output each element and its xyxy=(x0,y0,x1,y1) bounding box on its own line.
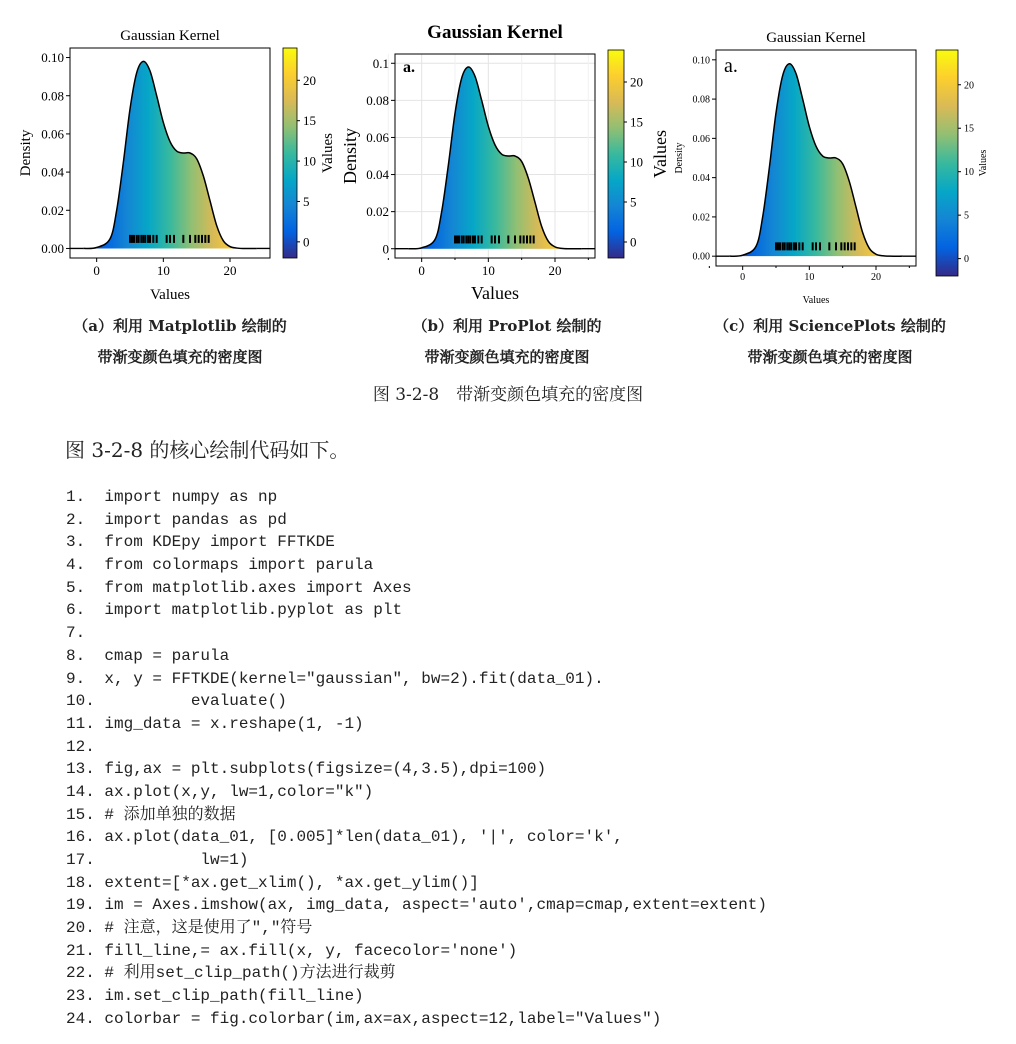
y-tick-label: 0.06 xyxy=(366,130,389,146)
colorbar-tick-label: 20 xyxy=(630,74,643,90)
code-line: 18. extent=[*ax.get_xlim(), *ax.get_ylim()] xyxy=(66,873,479,892)
y-tick-label: 0.02 xyxy=(41,202,64,218)
code-line: 23. im.set_clip_path(fill_line) xyxy=(66,987,364,1006)
colorbar-tick-label: 15 xyxy=(964,123,974,135)
x-axis-label: Values xyxy=(150,287,190,303)
x-tick-label: 0 xyxy=(418,263,425,278)
colorbar xyxy=(283,48,297,258)
subcaption-a xyxy=(10,311,350,373)
density-area xyxy=(83,61,256,248)
y-tick-label: 0.04 xyxy=(366,167,389,183)
colorbar-tick-label: 0 xyxy=(630,234,637,250)
density-area xyxy=(729,64,902,257)
y-tick-label: 0.08 xyxy=(366,92,389,108)
y-tick-label: 0 xyxy=(382,241,389,257)
colorbar-tick-label: 10 xyxy=(303,153,316,169)
x-axis-label: Values xyxy=(471,283,519,303)
code-line: 13. fig,ax = plt.subplots(figsize=(4,3.5),dpi=100) xyxy=(66,760,547,779)
chart-b-proplot xyxy=(338,10,678,310)
y-tick-label: 0.04 xyxy=(692,173,710,185)
code-line: 10. evaluate() xyxy=(66,692,287,711)
chart-title: Gaussian Kernel xyxy=(766,30,866,46)
code-line: 7. xyxy=(66,624,86,643)
chart-title: Gaussian Kernel xyxy=(427,22,563,43)
x-axis-label: Values xyxy=(802,295,830,306)
subcaption-c xyxy=(660,311,1000,373)
subcaption-a-line2: 带渐变颜色填充的密度图 xyxy=(97,348,263,366)
subcaption-c-line2: 带渐变颜色填充的密度图 xyxy=(747,348,913,366)
y-tick-label: 0.08 xyxy=(41,88,64,104)
x-tick-label: 0 xyxy=(93,263,100,278)
colorbar xyxy=(936,50,958,276)
y-tick-label: 0.06 xyxy=(692,133,710,145)
colorbar-label: Values xyxy=(320,133,336,173)
code-line: 5. from matplotlib.axes import Axes xyxy=(66,578,412,597)
x-tick-label: 20 xyxy=(548,263,562,278)
colorbar-label: Values xyxy=(978,149,989,177)
colorbar-tick-label: 20 xyxy=(964,80,974,92)
code-line: 8. cmap = parula xyxy=(66,646,230,665)
code-line: 4. from colormaps import parula xyxy=(66,556,374,575)
code-line: 1. import numpy as np xyxy=(66,488,278,506)
colorbar-tick-label: 5 xyxy=(964,210,969,222)
y-axis-label: Density xyxy=(340,128,360,184)
colorbar-tick-label: 0 xyxy=(303,234,310,250)
code-line: 9. x, y = FFTKDE(kernel="gaussian", bw=2).fit(data_01). xyxy=(66,669,604,688)
y-tick-label: 0.02 xyxy=(366,204,389,220)
subcaption-b-line2: 带渐变颜色填充的密度图 xyxy=(424,348,590,366)
chart-a-matplotlib xyxy=(0,10,340,310)
colorbar-tick-label: 5 xyxy=(630,194,637,210)
code-line: 12. xyxy=(66,737,95,756)
subcaption-a-line1: （a）利用 Matplotlib 绘制的 xyxy=(73,317,287,335)
colorbar-tick-label: 15 xyxy=(630,114,643,130)
x-tick-label: 20 xyxy=(223,263,237,278)
code-line: 2. import pandas as pd xyxy=(66,510,287,529)
y-tick-label: 0.02 xyxy=(692,212,710,224)
code-block xyxy=(66,486,767,1031)
figure-caption: 图 3-2-8 带渐变颜色填充的密度图 xyxy=(372,385,644,405)
chart-title: Gaussian Kernel xyxy=(120,28,220,44)
code-line: 6. import matplotlib.pyplot as plt xyxy=(66,601,403,620)
code-line: 14. ax.plot(x,y, lw=1,color="k") xyxy=(66,782,374,801)
panel-label: a. xyxy=(403,59,415,76)
x-tick-label: 10 xyxy=(156,263,170,278)
y-tick-label: 0.04 xyxy=(41,164,64,180)
code-line: 21. fill_line,= ax.fill(x, y, facecolor='none') xyxy=(66,941,518,960)
colorbar-tick-label: 0 xyxy=(964,254,969,266)
density-area xyxy=(408,67,581,249)
y-tick-label: 0.10 xyxy=(41,50,64,66)
y-tick-label: 0.06 xyxy=(41,126,64,142)
colorbar-label: Values xyxy=(650,130,670,178)
code-line: 19. im = Axes.imshow(ax, img_data, aspect='auto',cmap=cmap,extent=extent) xyxy=(66,896,767,915)
x-tick-label: 10 xyxy=(804,272,815,283)
panel-label: a. xyxy=(724,55,738,77)
code-line: 3. from KDEpy import FFTKDE xyxy=(66,533,335,552)
colorbar xyxy=(608,50,624,258)
subcaption-b-line1: （b）利用 ProPlot 绘制的 xyxy=(412,317,602,335)
colorbar-tick-label: 10 xyxy=(964,167,974,179)
colorbar-tick-label: 20 xyxy=(303,72,316,88)
code-line: 24. colorbar = fig.colorbar(im,ax=ax,aspect=12,label="Values") xyxy=(66,1009,662,1028)
y-axis-label: Density xyxy=(674,142,685,174)
y-tick-label: 0.08 xyxy=(692,94,710,106)
colorbar-tick-label: 15 xyxy=(303,113,316,129)
subcaption-b xyxy=(337,311,677,373)
code-line: 22. # 利用set_clip_path()方法进行裁剪 xyxy=(66,964,396,983)
chart-c-scienceplots xyxy=(676,10,1016,310)
x-tick-label: 0 xyxy=(740,272,746,283)
y-tick-label: 0.1 xyxy=(372,55,389,71)
y-tick-label: 0.10 xyxy=(692,55,710,67)
x-tick-label: 20 xyxy=(871,272,881,283)
code-line: 17. lw=1) xyxy=(66,851,249,869)
x-tick-label: 10 xyxy=(481,263,495,278)
subcaption-c-line1: （c）利用 SciencePlots 绘制的 xyxy=(714,317,946,335)
y-tick-label: 0.00 xyxy=(41,241,64,257)
code-line: 11. img_data = x.reshape(1, -1) xyxy=(66,714,364,733)
colorbar-tick-label: 10 xyxy=(630,154,643,170)
intro-text: 图 3-2-8 的核心绘制代码如下。 xyxy=(65,438,350,462)
code-line: 15. # 添加单独的数据 xyxy=(66,805,236,824)
code-line: 20. # 注意，这是使用了","符号 xyxy=(66,919,313,938)
y-axis-label: Density xyxy=(18,129,34,177)
y-tick-label: 0.00 xyxy=(692,251,710,263)
code-line: 16. ax.plot(data_01, [0.005]*len(data_01), '|', color='k', xyxy=(66,828,623,847)
colorbar-tick-label: 5 xyxy=(303,194,310,210)
